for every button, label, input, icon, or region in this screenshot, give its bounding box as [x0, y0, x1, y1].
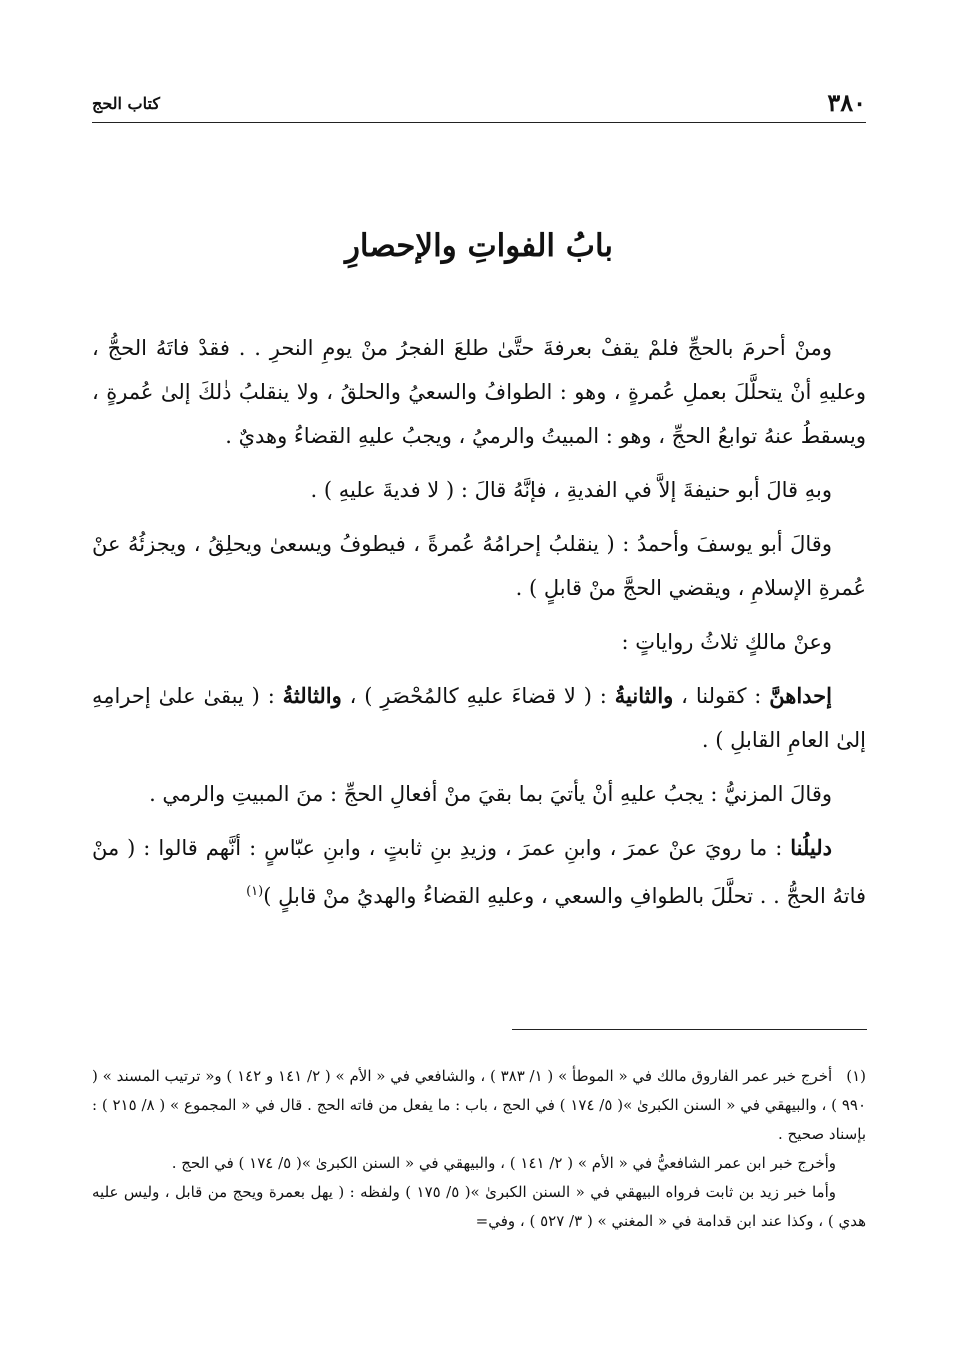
paragraph-text: : ما رويَ عنْ عمرَ ، وابنِ عمرَ ، وزيدِ بنِ ثابتٍ ، وابنِ عبّاسٍ : أنَّهم قالوا : ( منْ فاتهُ الحجُّ . . تحلَّلَ بالطوافِ والسعي ، وعليهِ القضاءُ والهديُ منْ قابلٍ ) [92, 836, 866, 908]
footnote-reference[interactable]: (١) [246, 884, 264, 899]
paragraph-narrations [92, 674, 866, 762]
paragraph: ومنْ أحرمَ بالحجِّ فلمْ يقفْ بعرفةَ حتَّىٰ طلعَ الفجرُ منْ يومِ النحرِ . . فقدْ فاتَهُ الحجُّ ، وعليهِ أنْ يتحلَّلَ بعملِ عُمرةٍ ، وهو : الطوافُ والسعيُ والحلقُ ، ولا ينقلبُ ذٰلكَ إلىٰ عُمرةٍ ، ويسقطُ عنهُ توابعُ الحجِّ ، وهو : المبيتُ والرميُ ، ويجبُ عليهِ القضاءُ وهديٌ . [92, 336, 866, 448]
page-number: ٣٨٠ [827, 88, 866, 117]
paragraph-text: : ( يبقىٰ علىٰ إحرامِهِ إلىٰ العامِ القابلِ ) . [92, 684, 866, 752]
page-header [92, 88, 866, 123]
footnote-separator [512, 1029, 867, 1030]
paragraph-text: : كقولنا ، [673, 684, 770, 708]
lead-word: دليلُنا [790, 835, 832, 860]
main-text [92, 326, 866, 928]
lead-word: والثانيةُ [614, 683, 674, 708]
paragraph: وقالَ المزنيُّ : يجبُ عليهِ أنْ يأتيَ بما بقيَ منْ أفعالِ الحجِّ : منَ المبيتِ والرمي . [149, 782, 832, 806]
paragraph: وبهِ قالَ أبو حنيفةَ إلاَّ في الفديةِ ، فإنَّهُ قالَ : ( لا فديةَ عليهِ ) . [310, 478, 832, 502]
running-title: كتاب الحج [92, 94, 160, 113]
lead-word: إحداهنَّ [769, 683, 832, 708]
footnotes [92, 1062, 866, 1236]
paragraph-evidence [92, 826, 866, 918]
footnote-number: (١) [846, 1067, 866, 1085]
footnote-text: أخرج خبر عمر الفاروق مالك في « الموطأ » ( ١/ ٣٨٣ ) ، والشافعي في « الأم » ( ٢/ ١٤١ و ١٤٢ ) و« ترتيب المسند » ( ٩٩٠ ) ، والبيهقي في « السنن الكبرىٰ »( ٥/ ١٧٤ ) في الحج ، باب : ما يفعل من فاته الحج . قال في « المجموع » ( ٨/ ٢١٥ ) : بإسناد صحيح . [92, 1067, 866, 1143]
paragraph: وعنْ مالكٍ ثلاثُ رواياتٍ : [621, 630, 832, 654]
footnote-text: وأما خبر زيد بن ثابت فرواه البيهقي في « السنن الكبرىٰ »( ٥/ ١٧٥ ) ولفظه : ( يهل بعمرة ويحج من قابل ، وليس عليه هدي ) ، وكذا عند ابن قدامة في « المغني » ( ٣/ ٥٢٧ ) ، وفي= [92, 1183, 866, 1230]
footnote [92, 1062, 866, 1149]
lead-word: والثالثةُ [282, 683, 342, 708]
paragraph-text: : ( لا قضاءَ عليهِ كالمُحْصَرِ ) ، [341, 684, 615, 708]
paragraph: وقالَ أبو يوسفَ وأحمدُ : ( ينقلبُ إحرامُهُ عُمرةً ، فيطوفُ ويسعىٰ ويحلِقُ ، ويجزئُهُ عنْ عُمرةِ الإسلامِ ، ويقضي الحجَّ منْ قابلٍ ) . [92, 532, 866, 600]
chapter-title: بابُ الفواتِ والإحصارِ [344, 228, 614, 264]
footnote-text: وأخرج خبر ابن عمر الشافعيُّ في « الأم » ( ٢/ ١٤١ ) ، والبيهقي في « السنن الكبرىٰ »( ٥/ ١٧٤ ) في الحج . [171, 1154, 836, 1172]
